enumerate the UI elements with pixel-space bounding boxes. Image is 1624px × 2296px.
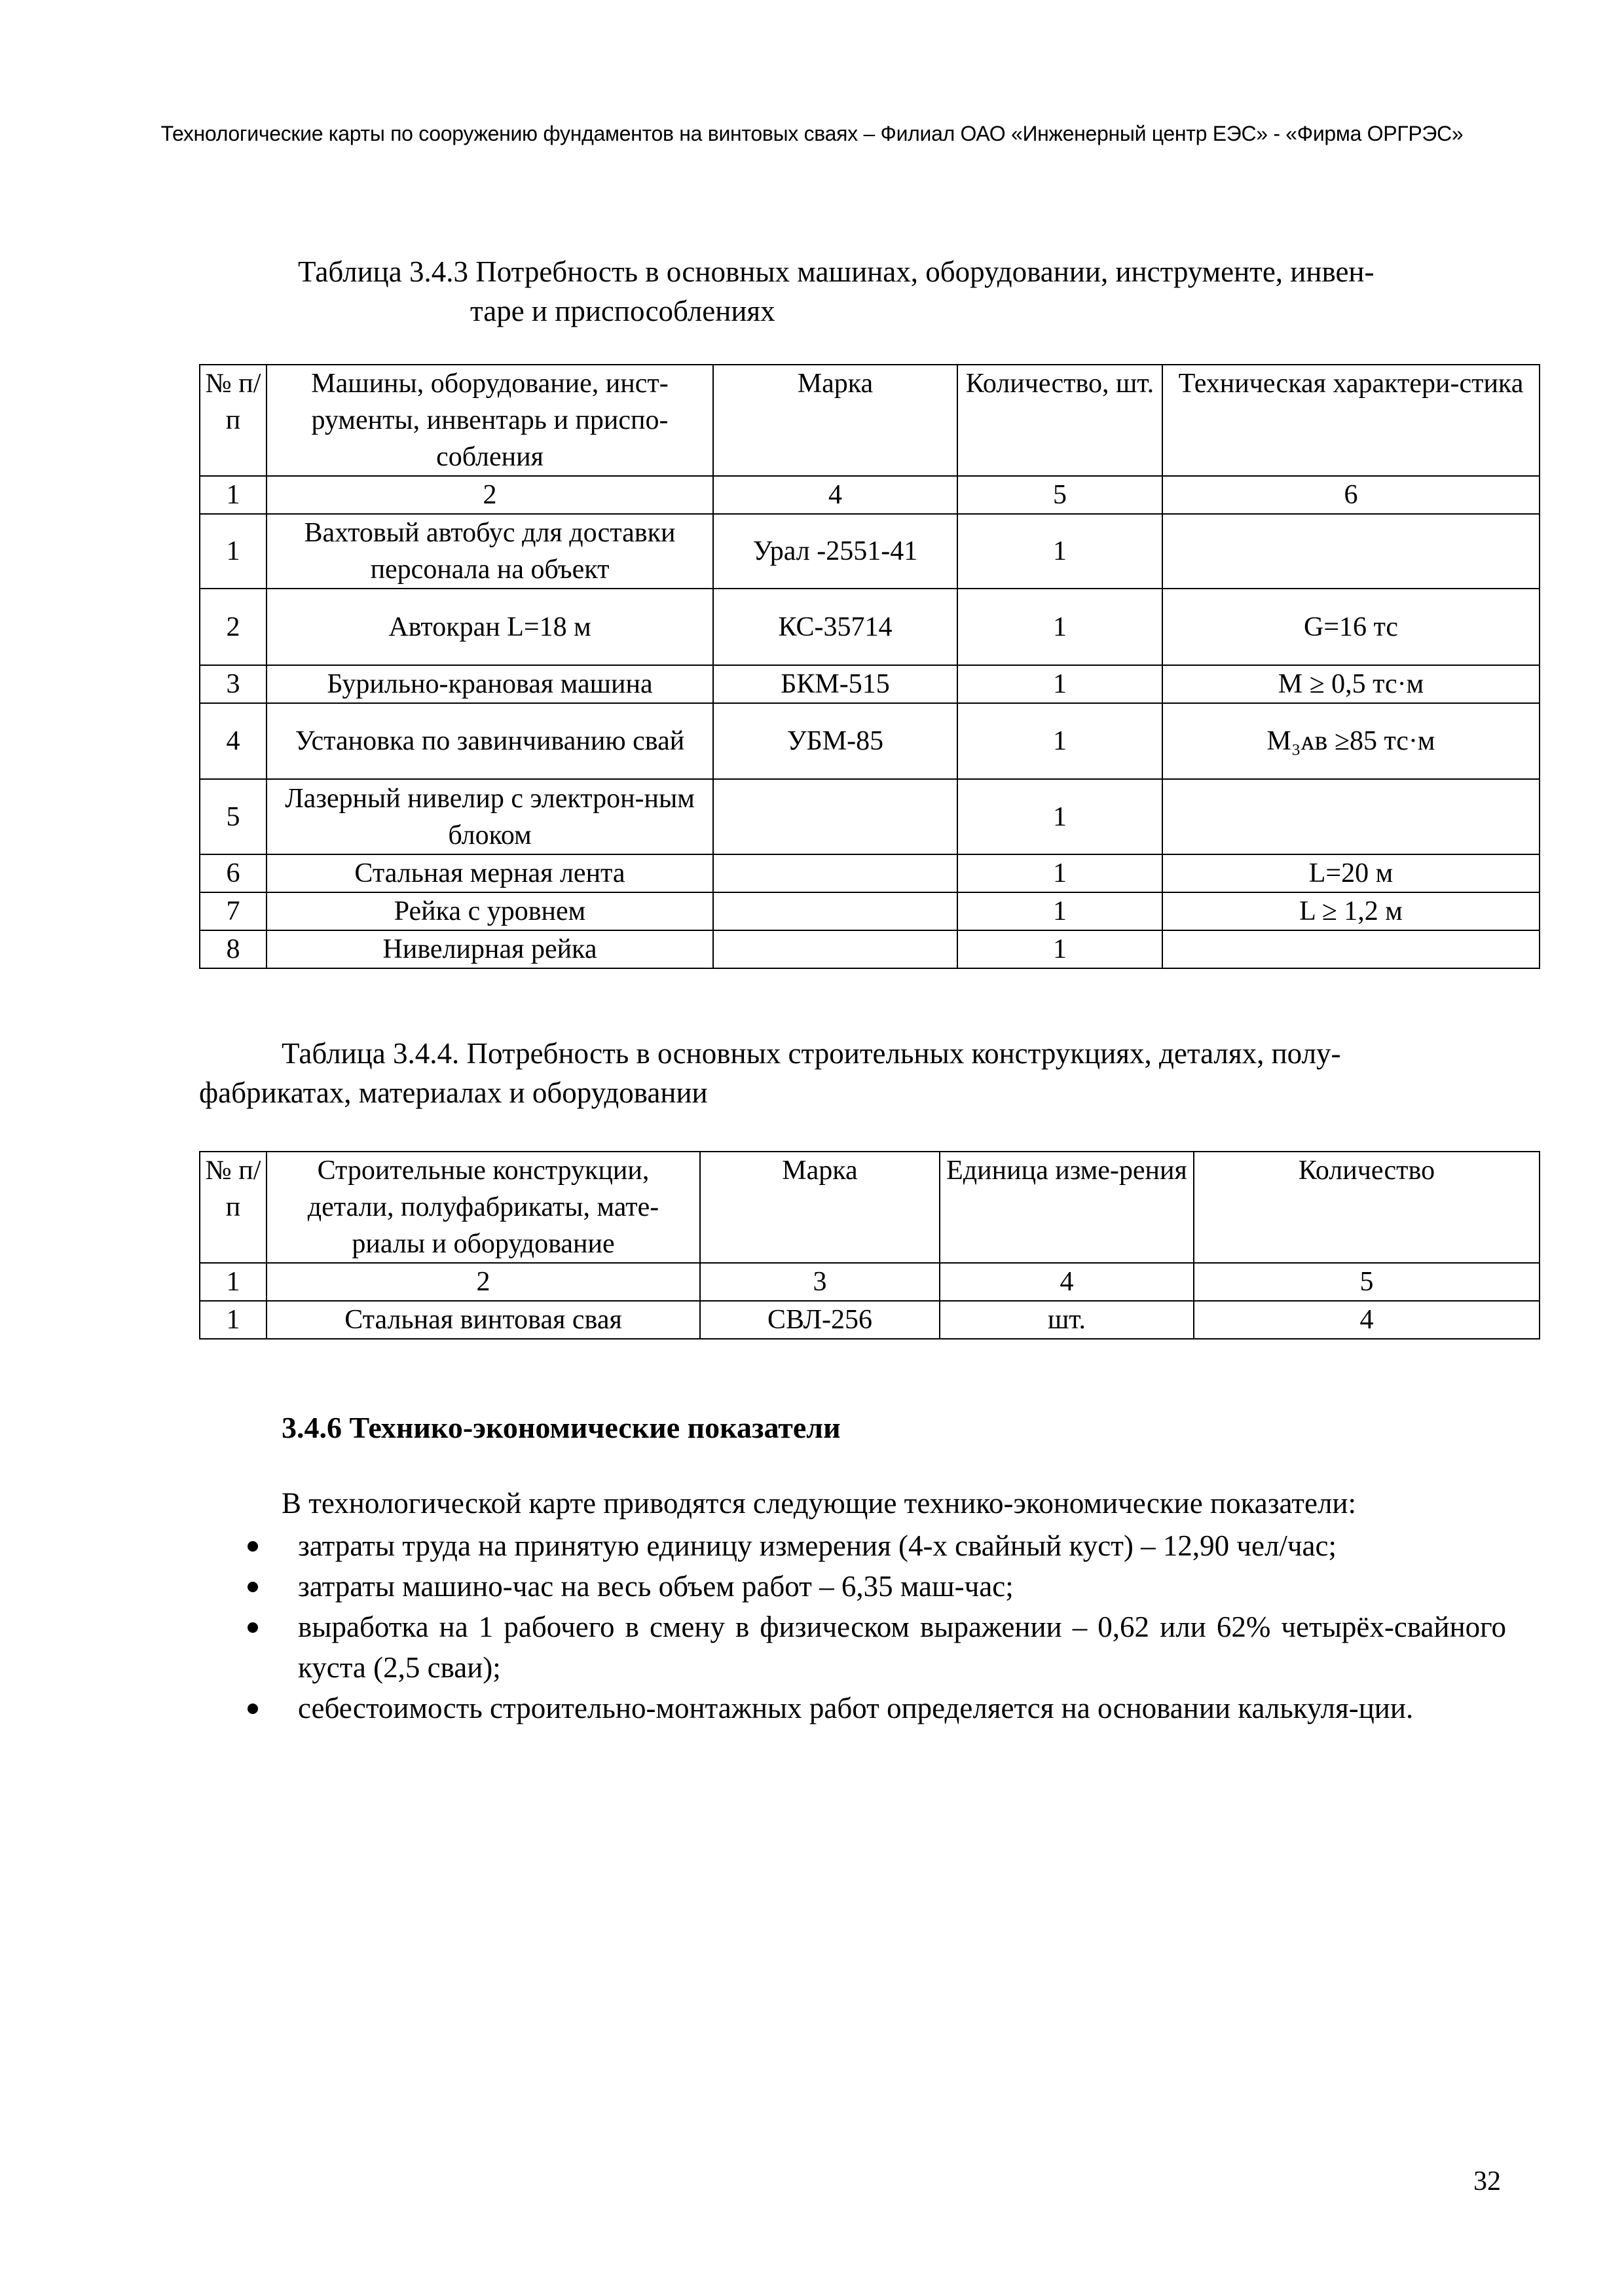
header-cell: Количество, шт. — [957, 365, 1162, 476]
list-item — [0, 1688, 1506, 1728]
table-cell: шт. — [940, 1301, 1194, 1339]
table-cell — [1162, 779, 1540, 854]
column-number-row — [200, 476, 1540, 514]
table-cell — [1162, 930, 1540, 968]
column-number-row — [200, 1263, 1540, 1301]
table-cell: 7 — [200, 892, 267, 930]
column-number: 1 — [200, 476, 267, 514]
table-cell: 1 — [957, 514, 1162, 589]
table-cell: Автокран L=18 м — [267, 589, 713, 665]
table-cell — [713, 892, 957, 930]
list-item-text: затраты труда на принятую единицу измерения (4-х свайный куст) – 12,90 чел/час; — [298, 1529, 1337, 1562]
table-cell: Рейка с уровнем — [267, 892, 713, 930]
table-cell: БКМ-515 — [713, 665, 957, 703]
materials-table — [199, 1151, 1540, 1339]
table-row — [200, 779, 1540, 854]
header-cell: Единица изме-рения — [940, 1152, 1194, 1263]
section-heading: 3.4.6 Технико-экономические показатели — [282, 1411, 841, 1444]
header-cell: Количество — [1194, 1152, 1540, 1263]
list-item — [0, 1607, 1506, 1688]
table-row — [200, 703, 1540, 779]
table-row — [200, 1301, 1540, 1339]
table-cell: Лазерный нивелир с электрон-ным блоком — [267, 779, 713, 854]
header-cell: № п/п — [200, 365, 267, 476]
table-row — [200, 930, 1540, 968]
table2-caption-line2: фабрикатах, материалах и оборудовании — [199, 1076, 708, 1109]
indicator-list — [0, 1525, 1506, 1728]
table-row — [200, 854, 1540, 892]
table-cell — [713, 854, 957, 892]
table-row — [200, 589, 1540, 665]
column-number: 2 — [267, 1263, 700, 1301]
bullet-icon — [248, 1704, 258, 1714]
column-number: 5 — [1194, 1263, 1540, 1301]
column-number: 6 — [1162, 476, 1540, 514]
table-cell: 6 — [200, 854, 267, 892]
table-cell: 1 — [957, 930, 1162, 968]
bullet-icon — [248, 1541, 258, 1552]
table-cell: 3 — [200, 665, 267, 703]
table-row — [200, 892, 1540, 930]
table-cell: 1 — [957, 703, 1162, 779]
column-number: 5 — [957, 476, 1162, 514]
table-cell — [713, 779, 957, 854]
table-cell: 5 — [200, 779, 267, 854]
list-item-text: себестоимость строительно-монтажных работ определяется на основании калькуля-ции. — [298, 1692, 1414, 1724]
table-cell: 4 — [200, 703, 267, 779]
table-cell: Установка по завинчиванию свай — [267, 703, 713, 779]
table-cell: G=16 тс — [1162, 589, 1540, 665]
table-cell: M ≥ 0,5 тс·м — [1162, 665, 1540, 703]
table-cell: Стальная винтовая свая — [267, 1301, 700, 1339]
table-cell: Бурильно-крановая машина — [267, 665, 713, 703]
table1-caption-line1: Таблица 3.4.3 Потребность в основных машинах, оборудовании, инструменте, инвен- — [298, 255, 1375, 288]
table-cell — [713, 930, 957, 968]
table-cell: Нивелирная рейка — [267, 930, 713, 968]
list-item-text: выработка на 1 рабочего в смену в физическом выражении – 0,62 или 62% четырёх-свайного куста (2,5 сваи); — [298, 1611, 1506, 1684]
header-cell: Марка — [700, 1152, 940, 1263]
bullet-icon — [248, 1582, 258, 1592]
column-number: 2 — [267, 476, 713, 514]
table-cell: 1 — [957, 589, 1162, 665]
column-number: 1 — [200, 1263, 267, 1301]
page-number: 32 — [1473, 2166, 1501, 2196]
table-cell: 8 — [200, 930, 267, 968]
table-cell: УБМ-85 — [713, 703, 957, 779]
running-header: Технологические карты по сооружению фундаментов на винтовых сваях – Филиал ОАО «Инженерный центр ЕЭС» - «Фирма ОРГРЭС» — [160, 122, 1464, 145]
table-cell: 4 — [1194, 1301, 1540, 1339]
header-cell: Марка — [713, 365, 957, 476]
list-item-text: затраты машино-час на весь объем работ – 6,35 маш-час; — [298, 1570, 1014, 1603]
header-cell: Строительные конструкции, детали, полуфабрикаты, мате-риалы и оборудование — [267, 1152, 700, 1263]
column-number: 3 — [700, 1263, 940, 1301]
table-cell: Урал -2551-41 — [713, 514, 957, 589]
machines-table — [199, 364, 1540, 969]
table1-caption-line2: таре и приспособлениях — [470, 295, 775, 327]
header-cell: Техническая характери-стика — [1162, 365, 1540, 476]
table-cell: 1 — [957, 665, 1162, 703]
table-cell: 2 — [200, 589, 267, 665]
table-cell — [1162, 514, 1540, 589]
table-cell: 1 — [957, 854, 1162, 892]
table-cell: 1 — [200, 514, 267, 589]
column-number: 4 — [940, 1263, 1194, 1301]
table-cell: КС-35714 — [713, 589, 957, 665]
table-row — [200, 514, 1540, 589]
table-cell: СВЛ-256 — [700, 1301, 940, 1339]
section-intro: В технологической карте приводятся следующие технико-экономические показатели: — [282, 1487, 1356, 1520]
bullet-icon — [248, 1622, 258, 1633]
list-item — [0, 1525, 1506, 1566]
header-cell: № п/п — [200, 1152, 267, 1263]
table-row — [200, 665, 1540, 703]
table-cell: L ≥ 1,2 м — [1162, 892, 1540, 930]
table-cell: 1 — [957, 779, 1162, 854]
table-cell: L=20 м — [1162, 854, 1540, 892]
table-cell: Стальная мерная лента — [267, 854, 713, 892]
table-cell: M₃ᴀʙ ≥85 тс·м — [1162, 703, 1540, 779]
column-number: 4 — [713, 476, 957, 514]
table-cell: Вахтовый автобус для доставки персонала на объект — [267, 514, 713, 589]
table-cell: 1 — [957, 892, 1162, 930]
list-item — [0, 1566, 1506, 1607]
table2-caption-line1: Таблица 3.4.4. Потребность в основных строительных конструкциях, деталях, полу- — [282, 1037, 1341, 1070]
table-header-row — [200, 1152, 1540, 1263]
header-cell: Машины, оборудование, инст-рументы, инвентарь и приспо-собления — [267, 365, 713, 476]
table-cell: 1 — [200, 1301, 267, 1339]
table-header-row — [200, 365, 1540, 476]
